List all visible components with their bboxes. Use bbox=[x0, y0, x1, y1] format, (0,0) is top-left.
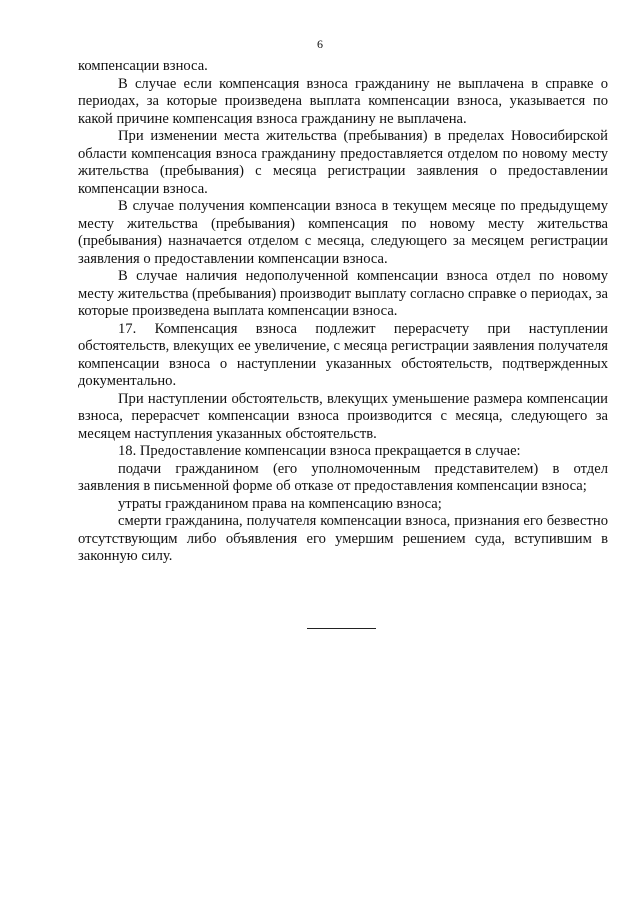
paragraph-decrease: При наступлении обстоятельств, влекущих уменьшение размера компенсации взноса, перерасчет компенсации взноса производится с месяца, следующего за месяцем наступления указанных обстоятельств. bbox=[78, 390, 608, 442]
paragraph-17-recalculation: 17. Компенсация взноса подлежит перерасчету при наступлении обстоятельств, влекущих ее увеличение, с месяца регистрации заявления получателя компенсации взноса о наступлении указанных обстоятельств, подтвержденных документально. bbox=[78, 320, 608, 389]
paragraph-18-termination: 18. Предоставление компенсации взноса прекращается в случае: bbox=[118, 443, 521, 459]
paragraph-current-month: В случае получения компенсации взноса в текущем месяце по предыдущему месту жительства (пребывания) компенсация по новому месту жительства (пребывания) назначается отделом с месяца, следующего за месяцем регистрации заявления о предоставлении компенсации взноса. bbox=[78, 198, 608, 267]
paragraph-residence-change: При изменении места жительства (пребывания) в пределах Новосибирской области компенсация взноса гражданину предоставляется отделом по новому месту жительства (пребывания) с месяца регистрации заявления о предоставлении компенсации взноса. bbox=[78, 128, 608, 197]
paragraph-unpaid-compensation: В случае если компенсация взноса гражданину не выплачена в справке о периодах, за которые произведена выплата компенсации взноса, указывается по какой причине компенсация взноса гражданину не выплачена. bbox=[78, 75, 608, 127]
end-of-document-rule bbox=[307, 628, 376, 629]
paragraph-underpaid: В случае наличия недополученной компенсации взноса отдел по новому месту жительства (пребывания) производит выплату согласно справке о периодах, за которые произведена выплата компенсации взноса. bbox=[78, 268, 608, 319]
paragraph-death: смерти гражданина, получателя компенсации взноса, признания его безвестно отсутствующим либо объявления его умершим решением суда, вступившим в законную силу. bbox=[78, 513, 608, 564]
page-number: 6 bbox=[317, 37, 323, 51]
paragraph-refusal: подачи гражданином (его уполномоченным представителем) в отдел заявления в письменной форме об отказе от предоставления компенсации взноса; bbox=[78, 460, 608, 494]
paragraph-continuation: компенсации взноса. bbox=[78, 58, 208, 74]
paragraph-loss-of-right: утраты гражданином права на компенсацию взноса; bbox=[118, 495, 442, 512]
document-body bbox=[78, 58, 608, 566]
